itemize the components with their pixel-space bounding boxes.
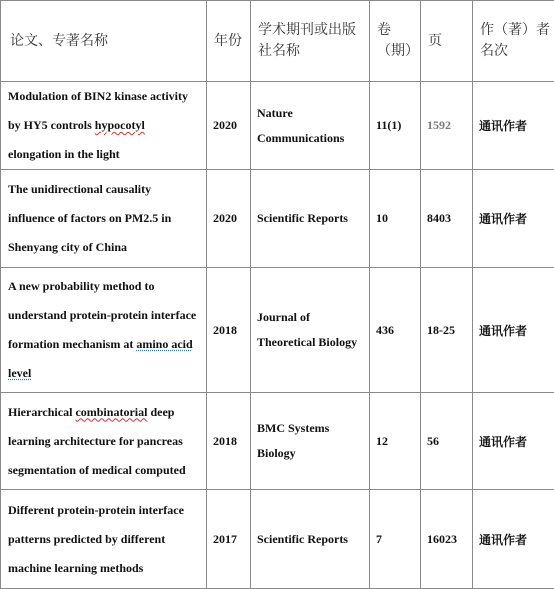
table-row [1, 490, 554, 589]
header-journal: 学术期刊或出版社名称 [251, 1, 370, 82]
paper-author-rank: 通讯作者 [473, 82, 554, 170]
paper-volume: 7 [370, 490, 421, 589]
paper-year: 2018 [207, 268, 251, 393]
header-pages: 页 [421, 1, 473, 82]
paper-volume: 10 [370, 170, 421, 268]
header-year: 年份 [207, 1, 251, 82]
paper-volume: 436 [370, 268, 421, 393]
paper-year: 2018 [207, 393, 251, 490]
paper-journal: Scientific Reports [251, 490, 370, 589]
paper-year: 2020 [207, 82, 251, 170]
paper-title: Modulation of BIN2 kinase activity by HY5 controls hypocotyl elongation in the light [1, 82, 207, 170]
paper-volume: 11(1) [370, 82, 421, 170]
paper-journal: Journal of Theoretical Biology [251, 268, 370, 393]
paper-title: Different protein-protein interface patterns predicted by different machine learning methods [1, 490, 207, 589]
paper-pages: 56 [421, 393, 473, 490]
paper-author-rank: 通讯作者 [473, 170, 554, 268]
paper-author-rank: 通讯作者 [473, 393, 554, 490]
header-row [1, 1, 554, 82]
paper-pages: 1592 [421, 82, 473, 170]
header-author: 作（著）者名次 [473, 1, 554, 82]
paper-journal: Scientific Reports [251, 170, 370, 268]
paper-author-rank: 通讯作者 [473, 268, 554, 393]
spellcheck-underline: combinatorial [75, 405, 147, 419]
table-row [1, 170, 554, 268]
paper-pages: 18-25 [421, 268, 473, 393]
paper-title: The unidirectional causality influence of factors on PM2.5 in Shenyang city of China [1, 170, 207, 268]
paper-volume: 12 [370, 393, 421, 490]
spellcheck-underline: hypocotyl [95, 118, 145, 132]
paper-year: 2017 [207, 490, 251, 589]
table-row [1, 268, 554, 393]
header-volume: 卷（期） [370, 1, 421, 82]
paper-author-rank: 通讯作者 [473, 490, 554, 589]
table-row [1, 82, 554, 170]
paper-journal: Nature Communications [251, 82, 370, 170]
spellcheck-underline: amino acid level [8, 337, 193, 380]
paper-title: Hierarchical combinatorial deep learning architecture for pancreas segmentation of medical computed [1, 393, 207, 490]
paper-pages: 8403 [421, 170, 473, 268]
paper-year: 2020 [207, 170, 251, 268]
table-row [1, 393, 554, 490]
paper-title: A new probability method to understand protein-protein interface formation mechanism at amino acid level [1, 268, 207, 393]
paper-journal: BMC Systems Biology [251, 393, 370, 490]
header-title: 论文、专著名称 [1, 1, 207, 82]
paper-pages: 16023 [421, 490, 473, 589]
